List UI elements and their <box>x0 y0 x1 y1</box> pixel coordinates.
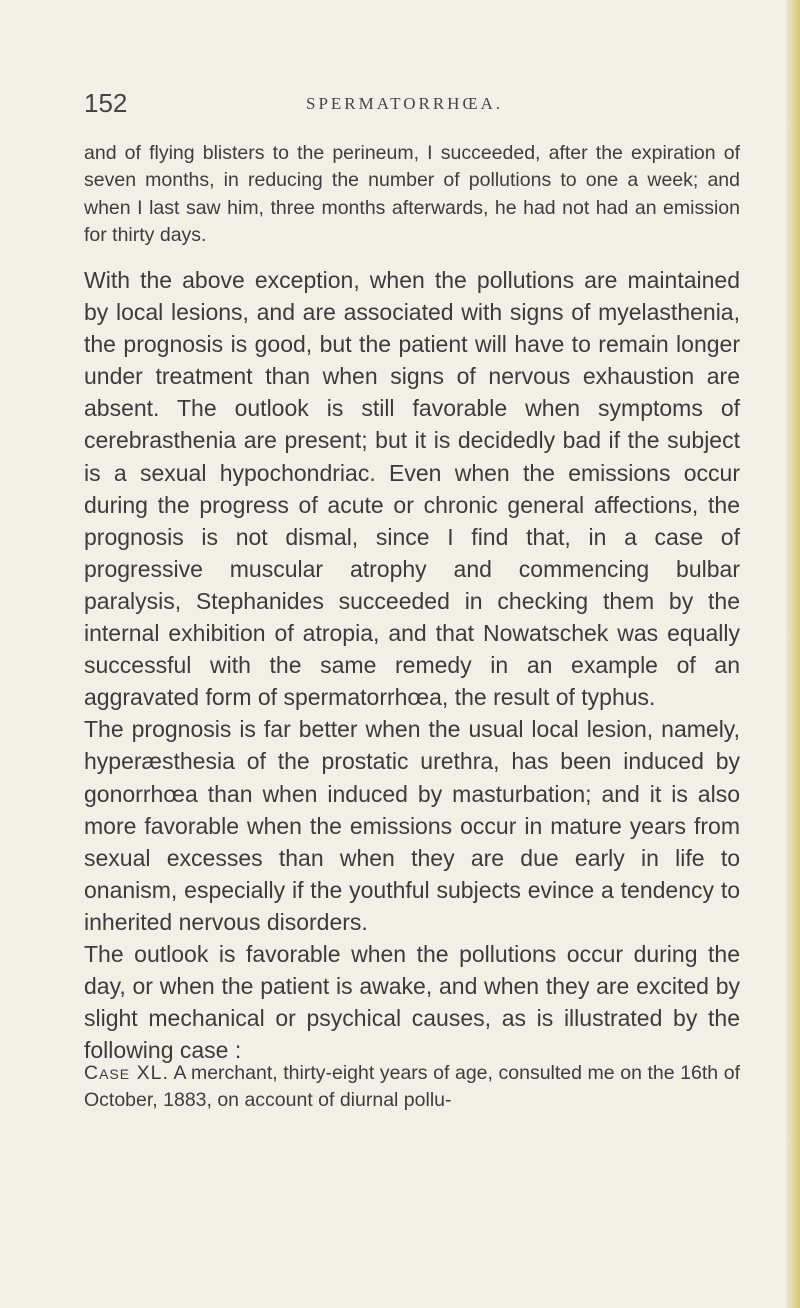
paragraph-prognosis: With the above exception, when the pollutions are maintained by local lesions, and are associated with signs of myelasthenia, the prognosis is good, but the patient will have to remain longer under treatment than when signs of nervous exhaustion are absent. The outlook is still favorable when symptoms of cerebrasthenia are present; but it is decidedly bad if the subject is a sexual hypochondriac. Even when the emissions occur during the progress of acute or chronic general affections, the prognosis is not dismal, since I find that, in a case of progressive muscular atrophy and commencing bulbar paralysis, Stephanides succeeded in checking them by the internal exhibition of atropia, and that Nowatschek was equally successful with the same remedy in an example of an aggravated form of spermatorrhœa, the result of typhus. <box>84 267 740 711</box>
case-paragraph-text <box>84 1060 740 1115</box>
paragraph-continuation-text: and of flying blisters to the perineum, I succeeded, after the expiration of seven months, in reducing the number of pollutions to one a week; and when I last saw him, three months afterwards, he had not had an emission for thirty days. <box>84 142 740 246</box>
page-number: 152 <box>84 88 128 118</box>
running-head: SPERMATORRHŒA. <box>306 94 504 113</box>
page-edge <box>786 0 800 1308</box>
case-text: A merchant, thirty-eight years of age, consulted me on the 16th of October, 1883, on account of diurnal pollu- <box>84 1062 740 1112</box>
paragraph-continuation <box>84 140 740 249</box>
paragraph-local-lesion: The prognosis is far better when the usual local lesion, namely, hyperæsthesia of the prostatic urethra, has been induced by gonorrhœa than when induced by masturbation; and it is also more favorable when the emissions occur in mature years from sexual excesses than when they are due early in life to onanism, especially if the youthful subjects evince a tendency to inherited nervous disorders. <box>84 716 740 935</box>
main-text <box>84 264 740 1066</box>
page-header <box>84 88 744 120</box>
case-heading: Case XL. <box>84 1062 169 1084</box>
case-paragraph <box>84 1060 740 1115</box>
paragraph-outlook: The outlook is favorable when the pollutions occur during the day, or when the patient is awake, and when they are excited by slight mechanical or psychical causes, as is illustrated by the following case : <box>84 940 740 1064</box>
